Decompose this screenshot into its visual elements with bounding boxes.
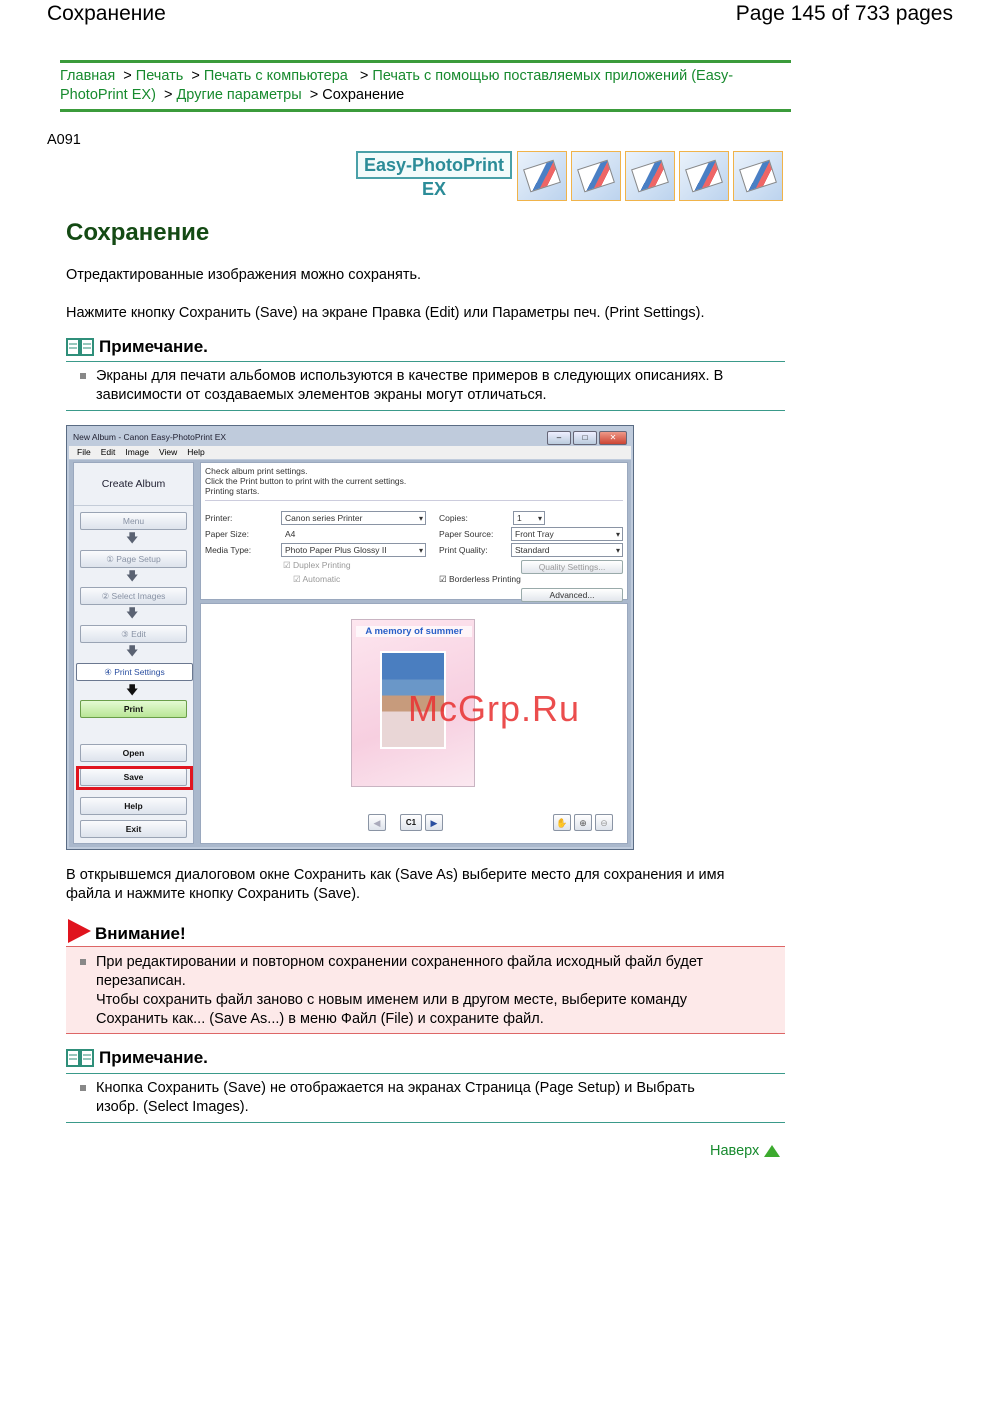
breadcrumb-print-from-computer[interactable]: Печать с компьютера [203,68,348,84]
page-header-title: Сохранение [47,2,166,25]
note-body [66,1079,785,1117]
page-indicator[interactable]: C1 [400,814,422,831]
save-highlight-frame [76,766,193,790]
breadcrumb-bottom-rule [60,109,791,112]
print-quality-select[interactable]: Standard ▾ [511,543,623,557]
menu-bar [69,446,631,459]
message-line: Click the Print button to print with the current settings. [205,476,407,486]
note-line: Экраны для печати альбомов используются в качестве примеров в следующих описаниях. В [96,368,724,384]
album-caption: A memory of summer [356,626,472,637]
breadcrumb-print-apps-part2[interactable]: PhotoPrint EX) [60,87,156,103]
paper-size-value: A4 [285,529,296,539]
open-button[interactable]: Open [80,744,187,762]
breadcrumb-print-apps-part1[interactable]: Печать с помощью поставляемых приложений (Easy- [372,68,734,84]
paragraph-line: В открывшемся диалоговом окне Сохранить как (Save As) выберите место для сохранения и имя [66,867,725,883]
step-print-settings[interactable]: ④ Print Settings [76,663,193,681]
minimize-icon[interactable]: – [547,431,571,445]
automatic-checkbox[interactable]: ☑ Automatic [293,574,340,585]
note-line: изобр. (Select Images). [96,1099,249,1115]
down-arrow-icon: 🡇 [126,606,139,620]
red-flag-icon [66,918,92,944]
menu-help[interactable]: Help [187,447,205,457]
preview-tools [553,814,613,831]
easy-photoprint-logo[interactable]: Easy-PhotoPrint EX [356,151,512,179]
back-to-top-link[interactable] [710,1143,780,1159]
settings-message [205,466,623,501]
breadcrumb-sep: > [309,87,319,103]
bullet-icon [80,1085,86,1091]
breadcrumb [60,67,791,105]
down-arrow-icon: 🡇 [126,683,139,697]
copies-label: Copies: [439,513,468,523]
photo-print-thumb-icon[interactable] [571,151,621,201]
sidebar [73,462,194,844]
step-menu[interactable]: Menu [80,512,187,530]
warning-line: При редактировании и повторном сохранении сохраненного файла исходный файл будет [96,954,704,970]
note-rule [66,361,785,362]
message-line: Check album print settings. [205,466,308,476]
note-rule [66,1073,785,1074]
breadcrumb-sep: > [191,68,200,84]
exit-button[interactable]: Exit [80,820,187,838]
step-edit[interactable]: ③ Edit [80,625,187,643]
note-line: зависимости от создаваемых элементов экраны могут отличаться. [96,387,547,403]
album-thumb-icon[interactable] [517,151,567,201]
down-arrow-icon: 🡇 [126,531,139,545]
maximize-icon[interactable]: □ [573,431,597,445]
bullet-icon [80,959,86,965]
advanced-button[interactable]: Advanced... [521,588,623,602]
window-controls [547,431,627,445]
paragraph-line: файла и нажмите кнопку Сохранить (Save). [66,886,361,902]
quality-settings-button[interactable]: Quality Settings... [521,560,623,574]
app-screenshot [66,425,634,850]
prev-page-icon[interactable]: ◀ [368,814,386,831]
breadcrumb-top-rule [60,60,791,63]
paper-size-label: Paper Size: [205,529,249,539]
step-select-images[interactable]: ② Select Images [80,587,187,605]
duplex-checkbox[interactable]: ☑ Duplex Printing [283,560,351,571]
layout-thumb-icon[interactable] [733,151,783,201]
sidebar-title: Create Album [74,463,193,506]
menu-edit[interactable]: Edit [100,447,116,457]
paper-source-select[interactable]: Front Tray ▾ [511,527,623,541]
note-body [66,367,785,405]
bullet-icon [80,373,86,379]
note-title: Примечание. [99,337,208,356]
next-page-icon[interactable]: ▶ [425,814,443,831]
instruction-paragraph: Нажмите кнопку Сохранить (Save) на экране Правка (Edit) или Параметры печ. (Print Settings). [66,305,705,321]
warning-title: Внимание! [95,924,186,943]
print-settings-panel [200,462,628,600]
close-icon[interactable]: ✕ [599,431,627,445]
note-heading [66,337,208,357]
menu-image[interactable]: Image [125,447,149,457]
borderless-checkbox[interactable]: ☑ Borderless Printing [439,574,521,585]
breadcrumb-other-params[interactable]: Другие параметры [176,87,302,103]
save-as-paragraph [66,866,786,904]
watermark-text: McGrp.Ru [408,688,581,729]
book-icon [66,337,94,357]
doc-code: A091 [47,132,81,148]
print-quality-label: Print Quality: [439,545,488,555]
breadcrumb-current: Сохранение [322,87,405,103]
copies-stepper[interactable]: 1 ▾ [513,511,545,525]
printer-label: Printer: [205,513,233,523]
breadcrumb-sep: > [359,68,369,84]
breadcrumb-print[interactable]: Печать [135,68,184,84]
breadcrumb-sep: > [163,87,173,103]
note-heading [66,1048,208,1068]
back-to-top-label[interactable]: Наверх [710,1143,760,1159]
window-title: New Album - Canon Easy-PhotoPrint EX [73,432,227,442]
save-button[interactable]: Save [80,768,187,786]
zoom-out-icon[interactable]: ⊖ [595,814,613,831]
product-thumbnails [517,151,783,201]
intro-paragraph: Отредактированные изображения можно сохранять. [66,267,422,283]
step-page-setup[interactable]: ① Page Setup [80,550,187,568]
media-type-select[interactable]: Photo Paper Plus Glossy II ▾ [281,543,426,557]
media-type-label: Media Type: [205,545,252,555]
note-rule [66,410,785,411]
warning-body [66,953,785,1029]
down-arrow-icon: 🡇 [126,569,139,583]
warning-line: Чтобы сохранить файл заново с новым именем или в другом месте, выберите команду [96,992,687,1008]
menu-view[interactable]: View [158,447,178,457]
note-line: Кнопка Сохранить (Save) не отображается на экранах Страница (Page Setup) и Выбрать [96,1080,695,1096]
window-body [69,460,631,847]
menu-file[interactable]: File [77,447,91,457]
breadcrumb-home[interactable]: Главная [60,68,116,84]
hand-tool-icon[interactable]: ✋ [553,814,571,831]
page-title: Сохранение [66,219,210,246]
zoom-in-icon[interactable]: ⊕ [574,814,592,831]
printer-select[interactable]: Canon series Printer ▾ [281,511,426,525]
down-arrow-icon: 🡇 [126,644,139,658]
note-rule [66,1122,785,1123]
breadcrumb-sep: > [123,68,132,84]
book-icon [66,1048,94,1068]
warning-line: перезаписан. [96,973,186,989]
help-button[interactable]: Help [80,797,187,815]
page-navigation [368,814,443,831]
message-line: Printing starts. [205,486,260,496]
paper-source-label: Paper Source: [439,529,494,539]
up-triangle-icon[interactable] [764,1145,780,1157]
note-title: Примечание. [99,1048,208,1067]
calendar-thumb-icon[interactable] [625,151,675,201]
page-count: Page 145 of 733 pages [735,2,953,25]
warning-heading [66,918,186,944]
warning-line: Сохранить как... (Save As...) в меню Файл (File) и сохраните файл. [96,1011,544,1027]
print-button[interactable]: Print [80,700,187,718]
stickers-thumb-icon[interactable] [679,151,729,201]
